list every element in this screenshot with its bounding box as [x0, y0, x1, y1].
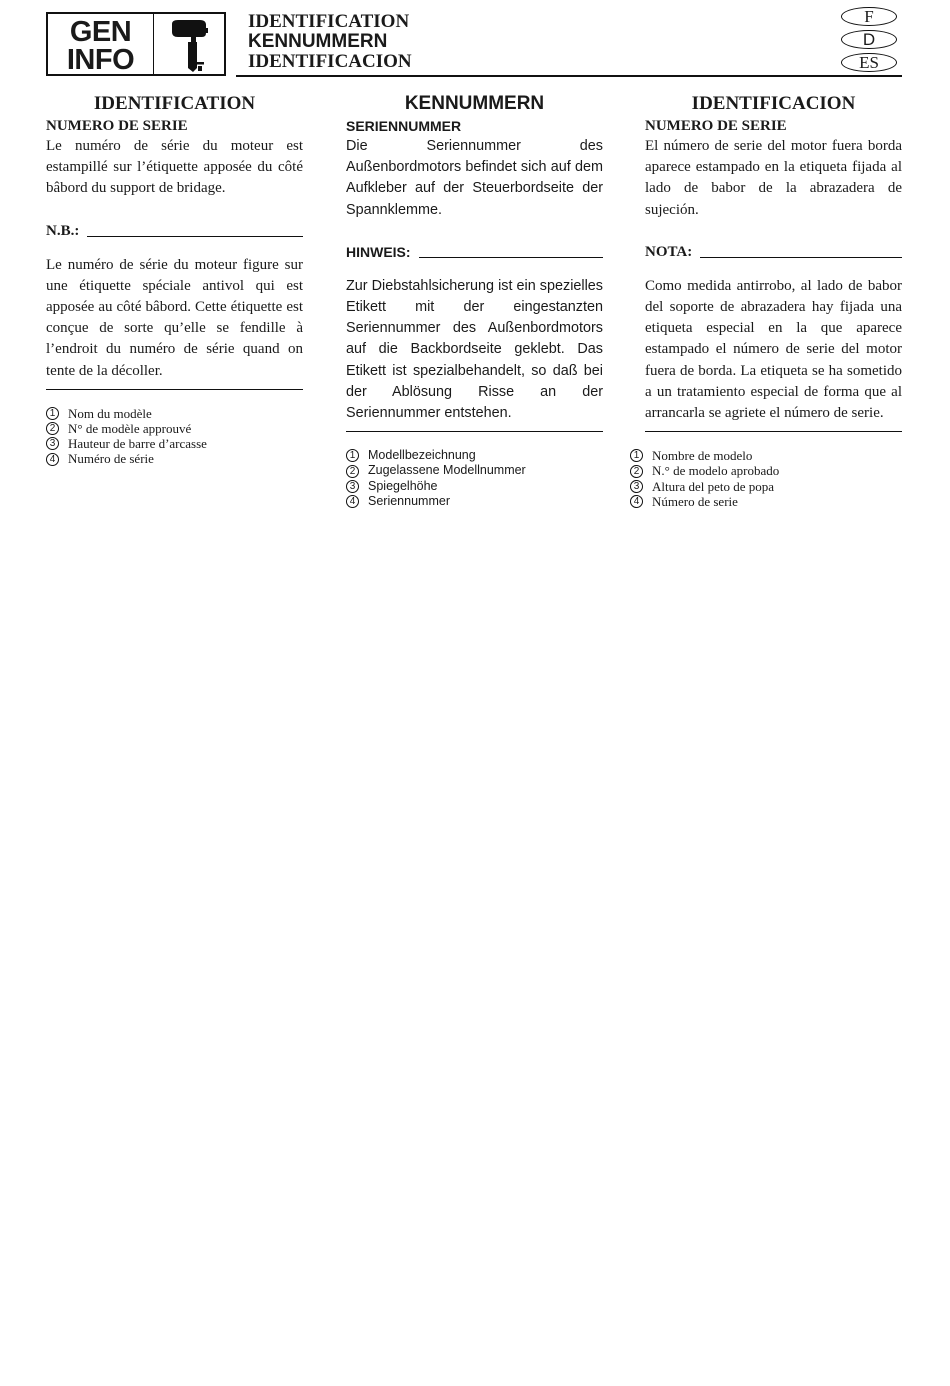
legend-item [346, 494, 603, 509]
note-label: NOTA: [645, 243, 693, 260]
intro-paragraph: Le numéro de série du moteur est estampillé sur l’étiquette apposée du côté bâbord du support de bridage. [46, 138, 303, 197]
callout-number-icon: 4 [46, 453, 59, 466]
legend-item [630, 479, 902, 494]
legend-item [630, 494, 902, 509]
legend-text: Modellbezeichnung [368, 448, 476, 463]
legend-text: Número de serie [652, 493, 738, 509]
language-badge-spanish: ES [841, 53, 897, 72]
note-rule [87, 236, 303, 237]
note-heading [346, 241, 603, 261]
legend-text: N° de modèle approuvé [68, 421, 192, 437]
intro-paragraph: Die Seriennummer des Außenbordmotors befindet sich auf dem Aufkleber auf der Steuerbordseite der Spannklemme. [346, 138, 603, 218]
legend-text: Altura del peto de popa [652, 478, 775, 494]
header-titles [248, 12, 412, 72]
legend-item [630, 463, 902, 478]
language-badge-german: D [841, 30, 897, 49]
callout-number-icon: 1 [46, 407, 59, 420]
callout-number-icon: 3 [630, 480, 643, 493]
legend-text: Hauteur de barre d’arcasse [68, 436, 207, 452]
legend-text: Seriennummer [368, 493, 450, 508]
callout-number-icon: 2 [346, 465, 359, 478]
section-logo-text [48, 14, 154, 74]
legend-item [346, 463, 603, 478]
logo-line-1: GEN [69, 16, 132, 48]
legend-text: Numéro de série [68, 451, 154, 467]
legend-item [46, 436, 303, 451]
header-rule [236, 75, 902, 77]
logo-line-2: INFO [66, 44, 135, 76]
callout-number-icon: 1 [630, 449, 643, 462]
legend-list [346, 448, 603, 509]
column-spanish [633, 92, 902, 509]
legend-item [346, 448, 603, 463]
note-rule [700, 257, 902, 258]
note-paragraph: Zur Diebstahlsicherung ist ein spezielles Etikett mit der eingestanzten Seriennummer des Außenbordmotors auf die Backbordseite geklebt. Das Etikett ist spezialbehandelt, so daß bei der Ablösung Risse an der Seriennummer entstehen. [346, 277, 603, 422]
legend-item [346, 479, 603, 494]
column-french [46, 92, 303, 467]
column-german [346, 92, 603, 509]
column-title: IDENTIFICATION [93, 93, 256, 114]
note-paragraph: Como medida antirrobo, al lado de babor del soporte de abrazadera hay fijada una etiqueta especial en la que aparece estampado el número de serie del motor fuera de borda. La etiqueta se ha sometido a un tratamiento especial de forma que al arrancarla se agriete el número de serie. [645, 277, 902, 422]
legend-text: Spiegelhöhe [368, 478, 438, 493]
callout-number-icon: 1 [346, 449, 359, 462]
legend-item [46, 421, 303, 436]
column-subtitle: NUMERO DE SERIE [46, 118, 188, 134]
note-heading [645, 241, 902, 261]
callout-number-icon: 4 [346, 495, 359, 508]
column-subtitle: SERIENNUMMER [346, 118, 462, 134]
section-logo-box [46, 12, 226, 76]
callout-number-icon: 4 [630, 495, 643, 508]
legend-item [630, 448, 902, 463]
header-title-french: IDENTIFICATION [248, 11, 410, 32]
language-badge-french: F [841, 7, 897, 26]
legend-item [46, 406, 303, 421]
legend-item [46, 451, 303, 466]
note-label: N.B.: [46, 222, 80, 239]
note-end-rule [645, 431, 902, 432]
header-title-spanish: IDENTIFICACION [248, 51, 412, 72]
legend-text: N.° de modelo aprobado [652, 463, 780, 479]
callout-number-icon: 2 [46, 422, 59, 435]
legend-list [630, 448, 902, 509]
note-end-rule [46, 389, 303, 390]
column-title: IDENTIFICACION [691, 93, 856, 114]
column-title: KENNUMMERN [404, 93, 545, 114]
legend-list [46, 406, 303, 467]
note-rule [419, 257, 603, 258]
callout-number-icon: 3 [46, 437, 59, 450]
note-heading [46, 220, 303, 240]
intro-paragraph: El número de serie del motor fuera borda aparece estampado en la etiqueta fijada al lado de babor de la abrazadera de sujeción. [645, 138, 902, 218]
legend-text: Nombre de modelo [652, 448, 753, 464]
note-label: HINWEIS: [346, 243, 411, 260]
callout-number-icon: 3 [346, 480, 359, 493]
note-paragraph: Le numéro de série du moteur figure sur une étiquette spéciale antivol qui est apposée au côté bâbord. Cette étiquette est conçue de sorte qu’elle se fendille à l’endroit du numéro de série quand on tente de la décoller. [46, 256, 303, 379]
legend-text: Zugelassene Modellnummer [368, 463, 526, 478]
header-title-german: KENNUMMERN [248, 31, 388, 52]
outboard-motor-icon [158, 16, 224, 74]
legend-text: Nom du modèle [68, 405, 152, 421]
note-end-rule [346, 431, 603, 432]
callout-number-icon: 2 [630, 465, 643, 478]
column-subtitle: NUMERO DE SERIE [645, 118, 787, 134]
